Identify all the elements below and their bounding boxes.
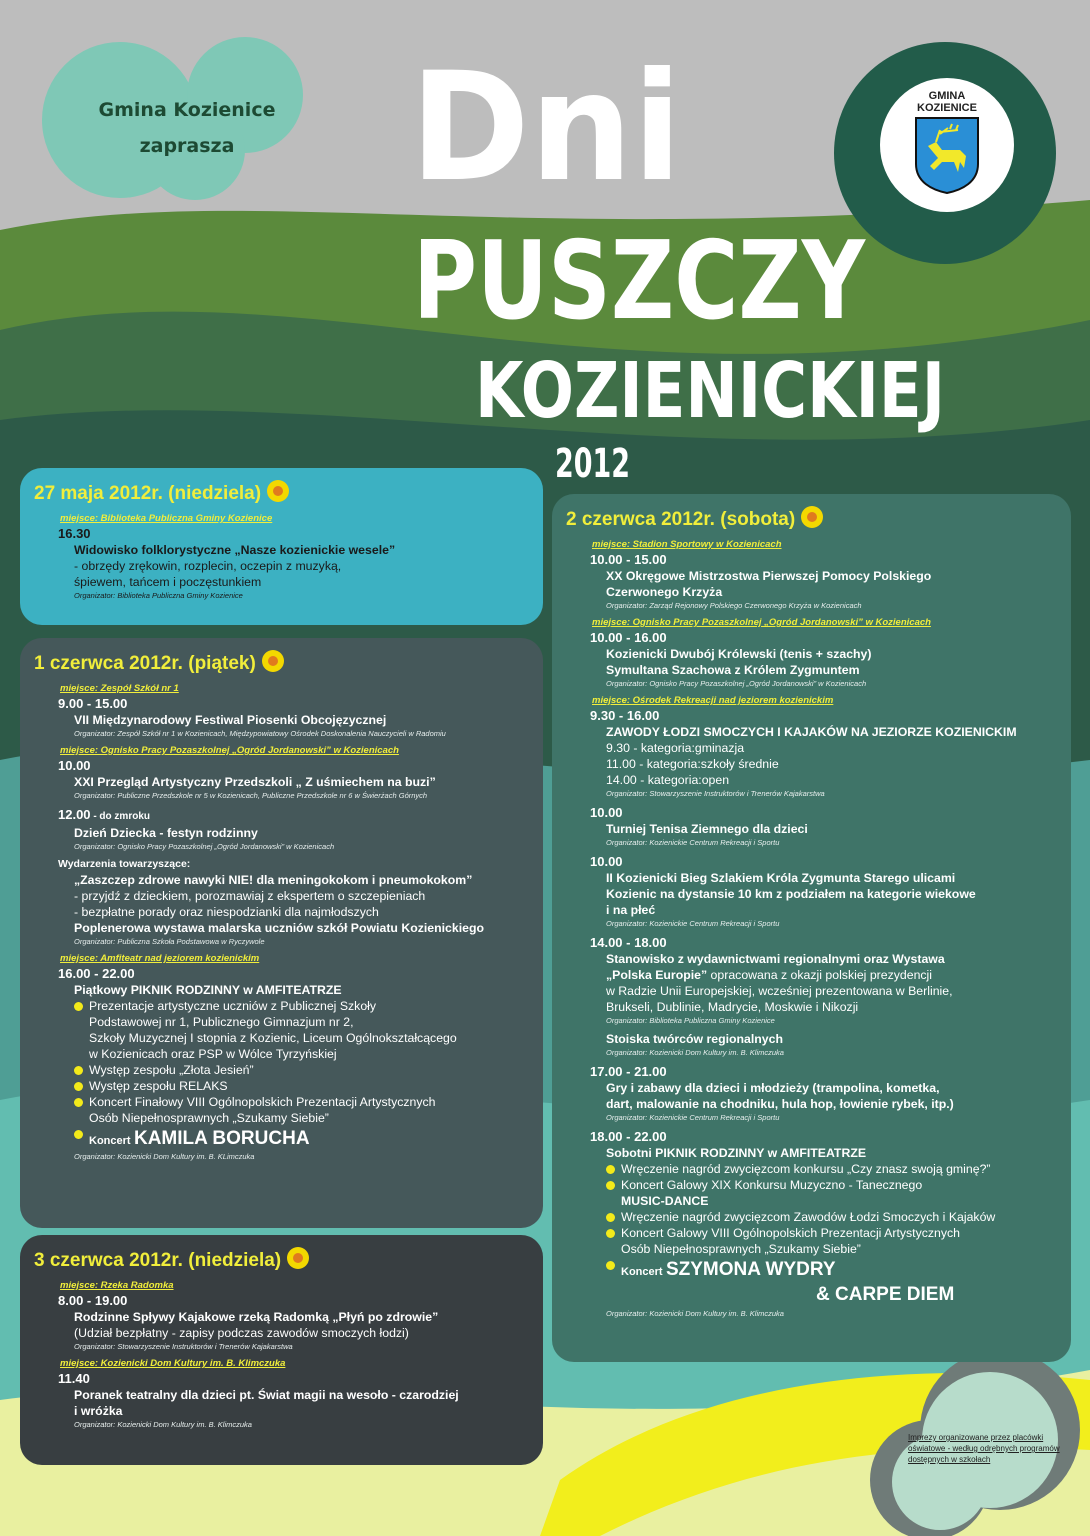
time-text: 10.00 - 15.00: [590, 552, 667, 567]
day-panel-27-maja: [20, 468, 543, 625]
organizer: Organizator: Stowarzyszenie Instruktorów i Trenerów Kajakarstwa: [74, 1342, 293, 1351]
day-header: [34, 480, 529, 507]
event-title: VII Międzynarodowy Festiwal Piosenki Obcojęzycznej: [74, 713, 387, 727]
event-detail: - obrzędy zrękowin, rozplecin, oczepin z muzyką,: [74, 559, 342, 573]
organizer: Organizator: Kozienicki Dom Kultury im. B. KLimczuka: [74, 1152, 255, 1161]
sun-icon: [267, 480, 289, 502]
bullet-text: Występ zespołu „Złota Jesień”: [89, 1063, 254, 1077]
event-time: [590, 629, 1057, 646]
event-detail: śpiewem, tańcem i poczęstunkiem: [74, 575, 262, 589]
place-label: miejsce: Ognisko Pracy Pozaszkolnej „Ogród Jordanowski” w Kozienicach: [60, 745, 399, 756]
event-title: Symultana Szachowa z Królem Zygmuntem: [606, 663, 860, 677]
logo-line2: KOZIENICE: [917, 102, 977, 114]
place-label: miejsce: Amfiteatr nad jeziorem kozienickim: [60, 953, 260, 964]
event-title: Dzień Dziecka - festyn rodzinny: [74, 826, 258, 840]
event-title: Turniej Tenisa Ziemnego dla dzieci: [606, 822, 808, 836]
left-column: [20, 468, 543, 1465]
day-header-text: 3 czerwca 2012r. (niedziela): [34, 1250, 282, 1271]
bullet-text: Koncert Galowy VIII Ogólnopolskich Prezentacji Artystycznych Osób Niepełnosprawnych „Szukamy Siebie”: [621, 1226, 960, 1256]
bullet-text: Koncert Finałowy VIII Ogólnopolskich Prezentacji Artystycznych Osób Niepełnosprawnych „Szukamy Siebie”: [89, 1095, 436, 1125]
day-header-text: 1 czerwca 2012r. (piątek): [34, 653, 256, 674]
bullet-highlight: SZYMONA WYDRY: [665, 1259, 836, 1280]
event-title: ZAWODY ŁODZI SMOCZYCH I KAJAKÓW NA JEZIORZE KOZIENICKIM: [606, 725, 1017, 739]
bullet-text: Koncert Galowy XIX Konkursu Muzyczno - Tanecznego: [621, 1178, 923, 1192]
organizer: Organizator: Publiczne Przedszkole nr 5 w Kozienicach, Publiczne Przedszkole nr 6 w Świerżach Górnych: [74, 791, 428, 800]
time-text: 10.00: [58, 758, 91, 773]
event-line-bold: „Polska Europie”: [606, 968, 708, 982]
organizer: Organizator: Kozienickie Centrum Rekreacji i Sportu: [606, 1113, 780, 1122]
event-time: [590, 707, 1057, 724]
day-header: [566, 506, 1057, 533]
event-time: [590, 853, 1057, 870]
event-title: Kozienicki Dwubój Królewski (tenis + szachy): [606, 647, 872, 661]
day-header: [34, 1247, 529, 1274]
organizer: Organizator: Kozienickie Centrum Rekreacji i Sportu: [606, 838, 780, 847]
event-title: Widowisko folklorystyczne „Nasze kozienickie wesele”: [74, 543, 396, 557]
time-text: 10.00: [590, 805, 623, 820]
sun-icon: [287, 1247, 309, 1269]
organizer: Organizator: Kozienickie Centrum Rekreacji i Sportu: [606, 919, 780, 928]
event-detail: 14.00 - kategoria:open: [606, 773, 730, 787]
bullet-item: [74, 1126, 529, 1151]
time-text: 17.00 - 21.00: [590, 1064, 667, 1079]
event-title: II Kozienicki Bieg Szlakiem Króla Zygmunta Starego ulicami: [606, 871, 956, 885]
bullet-highlight: KAMILA BORUCHA: [133, 1128, 310, 1149]
day-header: [34, 650, 529, 677]
event-time: [58, 695, 529, 712]
bullet-item: [74, 1094, 529, 1126]
invite-line1: Gmina Kozienice: [98, 99, 276, 121]
title-puszczy: PUSZCZY: [413, 219, 867, 344]
organizer: Organizator: Publiczna Szkoła Podstawowa w Ryczywole: [74, 937, 265, 946]
place-label: miejsce: Ośrodek Rekreacji nad jeziorem kozienickim: [592, 695, 834, 706]
event-time: [58, 525, 529, 542]
bullet-text: Prezentacje artystyczne uczniów z Publicznej Szkoły Podstawowej nr 1, Publicznego Gimnazjum nr 2, Szkoły Muzycznej I stopnia z Kozienic, Liceum Ogólnokształcącego w Kozienicach oraz PSP w Wólce Tyrzyńskiej: [89, 999, 457, 1061]
place-label: miejsce: Rzeka Radomka: [60, 1280, 174, 1291]
organizer: Organizator: Zarząd Rejonowy Polskiego Czerwonego Krzyża w Kozienicach: [606, 601, 862, 610]
footnote: Imprezy organizowane przez placówki oświatowe - według odrębnych programów dostępnych w szkołach: [908, 1433, 1060, 1464]
title-dni: Dni: [410, 41, 682, 215]
place-label: miejsce: Stadion Sportowy w Kozienicach: [592, 539, 782, 550]
event-time: [58, 806, 529, 825]
day-panel-1-czerwca: [20, 638, 543, 1228]
event-title: Stanowisko z wydawnictwami regionalnymi oraz Wystawa: [606, 952, 945, 966]
bullet-highlight-2: & CARPE DIEM: [816, 1284, 955, 1305]
sun-icon: [801, 506, 823, 528]
day-header-text: 27 maja 2012r. (niedziela): [34, 483, 262, 504]
event-time: [58, 1292, 529, 1309]
event-title: Piątkowy PIKNIK RODZINNY w AMFITEATRZE: [74, 983, 342, 997]
organizer: Organizator: Kozienicki Dom Kultury im. B. Klimczuka: [74, 1420, 252, 1429]
bullet-item: [606, 1177, 1057, 1209]
event-detail: w Radzie Unii Europejskiej, wcześniej prezentowana w Berlinie,: [606, 984, 953, 998]
bullet-lead: Koncert: [89, 1135, 131, 1147]
time-note: - do zmroku: [90, 811, 150, 822]
day-panel-2-czerwca: [552, 494, 1071, 1362]
bullet-strong: MUSIC-DANCE: [621, 1194, 709, 1208]
bullet-text: Występ zespołu RELAKS: [89, 1079, 228, 1093]
event-detail: Brukseli, Dublinie, Madrycie, Moskwie i Nikozji: [606, 1000, 859, 1014]
bullet-item: [74, 1078, 529, 1094]
event-time: [58, 965, 529, 982]
event-title: Poranek teatralny dla dzieci pt. Świat magii na wesoło - czarodziej: [74, 1388, 459, 1402]
event-time: [590, 1063, 1057, 1080]
time-text: 8.00 - 19.00: [58, 1293, 128, 1308]
event-title: Czerwonego Krzyża: [606, 585, 723, 599]
event-title: Kozienic na dystansie 10 km z podziałem na kategorie wiekowe: [606, 887, 976, 901]
title-kozienickiej: KOZIENICKIEJ: [475, 347, 945, 436]
event-title: Stoiska twórców regionalnych: [606, 1032, 783, 1046]
bullet-text: Wręczenie nagród zwycięzcom Zawodów Łodzi Smoczych i Kajaków: [621, 1210, 996, 1224]
logo-line1: GMINA: [928, 90, 966, 102]
event-title: XXI Przegląd Artystyczny Przedszkoli „ Z uśmiechem na buzi”: [74, 775, 436, 789]
bullet-lead: Koncert: [621, 1266, 663, 1278]
event-time: [590, 1128, 1057, 1145]
organizer: Organizator: Kozienicki Dom Kultury im. B. Klimczuka: [606, 1048, 784, 1057]
event-time: [590, 934, 1057, 951]
time-text: 14.00 - 18.00: [590, 935, 667, 950]
event-title: Rodzinne Spływy Kajakowe rzeką Radomką „Płyń po zdrowie”: [74, 1310, 439, 1324]
organizer: Organizator: Ognisko Pracy Pozaszkolnej „Ogród Jordanowski” w Kozienicach: [74, 842, 335, 851]
event-detail: 9.30 - kategoria:gminazja: [606, 741, 745, 755]
organizer: Organizator: Stowarzyszenie Instruktorów i Trenerów Kajakarstwa: [606, 789, 825, 798]
bullet-item: [606, 1161, 1057, 1177]
event-time: [58, 1370, 529, 1387]
event-title: „Zaszczep zdrowe nawyki NIE! dla meningokokom i pneumokokom”: [74, 873, 473, 887]
time-text: 9.30 - 16.00: [590, 708, 660, 723]
place-label: miejsce: Ognisko Pracy Pozaszkolnej „Ogród Jordanowski” w Kozienicach: [592, 617, 931, 628]
organizer: Organizator: Biblioteka Publiczna Gminy Kozienice: [606, 1016, 775, 1025]
organizer: Organizator: Zespół Szkół nr 1 w Kozienicach, Międzypowiatowy Ośrodek Doskonalenia Nauczycieli w Radomiu: [74, 729, 446, 738]
time-text: 12.00: [58, 807, 91, 822]
bullet-item: [606, 1257, 1057, 1282]
event-title: Poplenerowa wystawa malarska uczniów szkół Powiatu Kozienickiego: [74, 921, 485, 935]
event-detail: - przyjdź z dzieckiem, porozmawiaj z ekspertem o szczepieniach: [74, 889, 426, 903]
event-time: [590, 551, 1057, 568]
day-header-text: 2 czerwca 2012r. (sobota): [566, 509, 796, 530]
time-text: 16.30: [58, 526, 91, 541]
event-title: Sobotni PIKNIK RODZINNY w AMFITEATRZE: [606, 1146, 867, 1160]
bullet-text: Wręczenie nagród zwycięzcom konkursu „Czy znasz swoją gminę?”: [621, 1162, 991, 1176]
organizer: Organizator: Biblioteka Publiczna Gminy Kozienice: [74, 591, 243, 600]
coat-of-arms-deer-icon: [914, 116, 980, 194]
event-time: [58, 757, 529, 774]
invite-line2: zaprasza: [139, 135, 235, 157]
time-text: 11.40: [58, 1371, 90, 1386]
day-panel-3-czerwca: [20, 1235, 543, 1465]
time-text: 16.00 - 22.00: [58, 966, 135, 981]
time-text: 18.00 - 22.00: [590, 1129, 667, 1144]
event-detail: - bezpłatne porady oraz niespodzianki dla najmłodszych: [74, 905, 379, 919]
bullet-item: [606, 1225, 1057, 1257]
organizer: Organizator: Kozienicki Dom Kultury im. B. Klimczuka: [606, 1309, 784, 1318]
event-title: XX Okręgowe Mistrzostwa Pierwszej Pomocy Polskiego: [606, 569, 932, 583]
event-title: i na płeć: [606, 903, 656, 917]
organizer: Organizator: Ognisko Pracy Pozaszkolnej „Ogród Jordanowski” w Kozienicach: [606, 679, 867, 688]
event-detail: (Udział bezpłatny - zapisy podczas zawodów smoczych łodzi): [74, 1326, 409, 1340]
time-text: 10.00: [590, 854, 623, 869]
bullet-item: [74, 1062, 529, 1078]
event-detail: 11.00 - kategoria:szkoły średnie: [606, 757, 779, 771]
event-line: [606, 967, 1057, 983]
place-label: miejsce: Kozienicki Dom Kultury im. B. Klimczuka: [60, 1358, 286, 1369]
bullet-item: [606, 1209, 1057, 1225]
event-title: dart, malowanie na chodniku, hula hop, łowienie rybek, itp.): [606, 1097, 954, 1111]
place-label: miejsce: Zespół Szkół nr 1: [60, 683, 179, 694]
event-title: Gry i zabawy dla dzieci i młodzieży (trampolina, kometka,: [606, 1081, 940, 1095]
time-text: 10.00 - 16.00: [590, 630, 667, 645]
time-text: 9.00 - 15.00: [58, 696, 128, 711]
event-time: [590, 804, 1057, 821]
event-title: i wróżka: [74, 1404, 123, 1418]
sun-icon: [262, 650, 284, 672]
right-column: [552, 494, 1071, 1465]
bullet-item: [74, 998, 529, 1062]
place-label: miejsce: Biblioteka Publiczna Gminy Kozienice: [60, 513, 273, 524]
event-line-text: opracowana z okazji polskiej prezydencji: [707, 968, 933, 982]
title-year: 2012: [555, 441, 630, 487]
gmina-logo: [834, 42, 1056, 264]
section-label: Wydarzenia towarzyszące:: [58, 858, 191, 870]
